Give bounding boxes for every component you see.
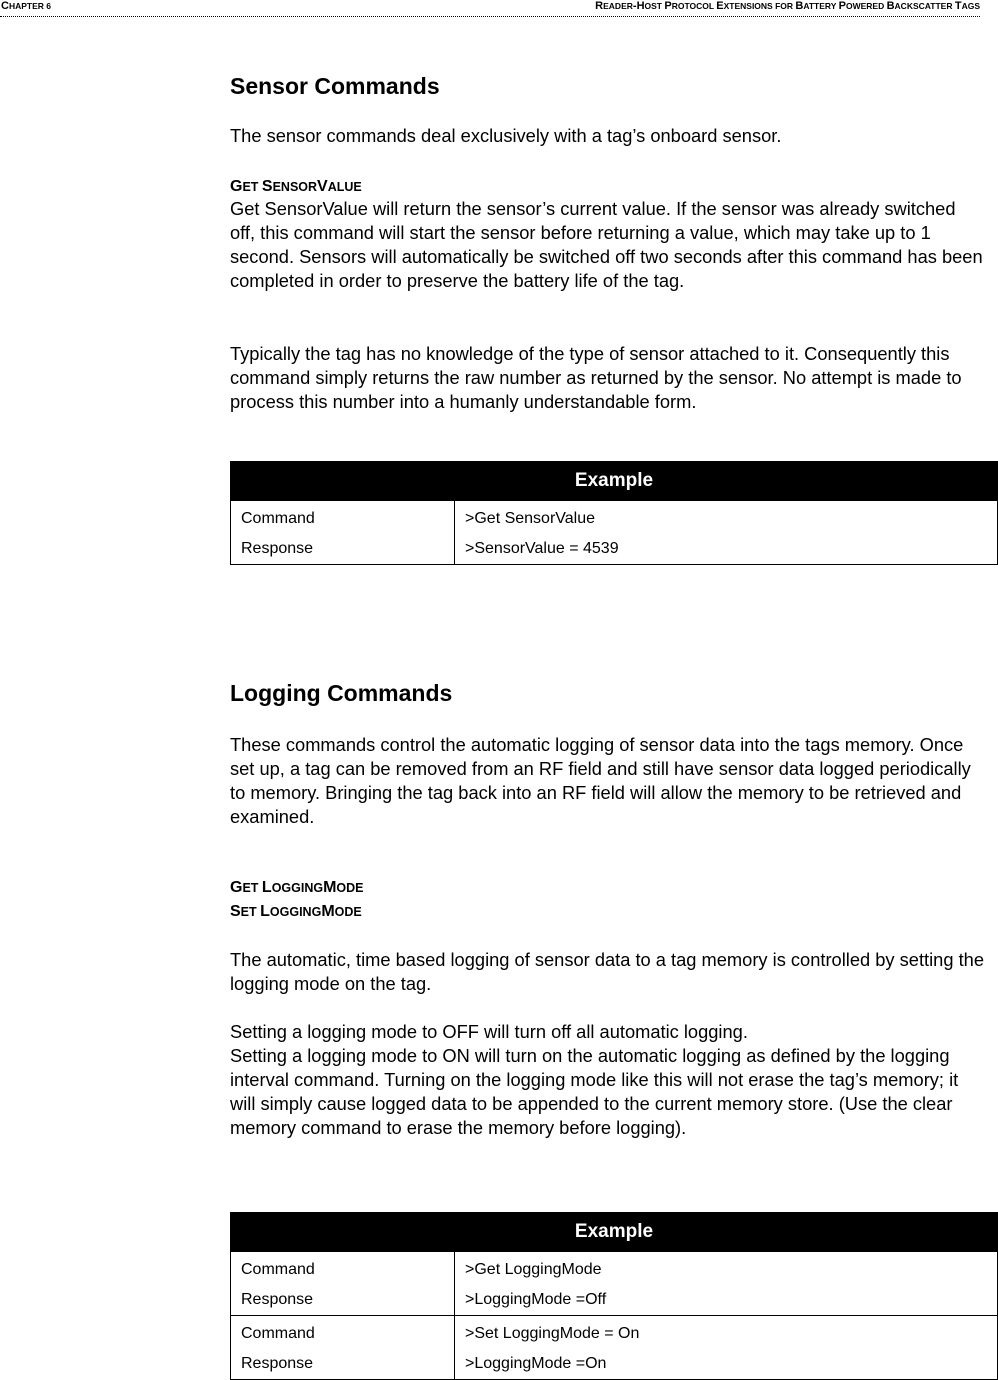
- response-label: Response: [241, 540, 314, 557]
- logging-intro: These commands control the automatic logging of sensor data into the tags memory. Once set up, a tag can be removed from an RF field and still have sensor data logged periodically to memory. Bringing the tag back into an RF field will allow the memory to be retrieved and examined.: [230, 734, 971, 827]
- command-value: >Get LoggingMode: [465, 1261, 602, 1278]
- logging-example-table: [230, 1212, 998, 1380]
- response-value: >LoggingMode =Off: [465, 1291, 607, 1308]
- command-value: >Set LoggingMode = On: [465, 1325, 640, 1342]
- sensor-section-title: Sensor Commands: [230, 73, 440, 99]
- chapter-title: READER-HOST PROTOCOL EXTENSIONS FOR BATTERY POWERED BACKSCATTER TAGS: [595, 0, 980, 12]
- logging-off-description: Setting a logging mode to OFF will turn off all automatic logging.: [230, 1021, 748, 1042]
- table-row: [231, 501, 998, 565]
- chapter-label: CHAPTER 6: [1, 0, 51, 12]
- logging-on-description: Setting a logging mode to ON will turn on the automatic logging as defined by the logging interval command. Turning on the logging mode like this will not erase the tag’s memory; it will simply cause logged data to be appended to the current memory store. (Use the clear memory command to erase the memory before logging).: [230, 1045, 959, 1138]
- get-sensorvalue-heading: GET SENSORVALUE: [230, 178, 362, 195]
- sensor-description: Get SensorValue will return the sensor’s current value. If the sensor was already switched off, this command will start the sensor before returning a value, which may take up to 1 second. Sensors will automatically be switched off two seconds after this command has been completed in order to preserve the battery life of the tag.: [230, 198, 983, 291]
- example-header: Example: [231, 462, 998, 501]
- command-label: Command: [241, 510, 315, 527]
- table-row: [231, 1252, 998, 1316]
- response-label: Response: [241, 1355, 314, 1372]
- sensor-intro: The sensor commands deal exclusively with a tag’s onboard sensor.: [230, 125, 782, 146]
- response-value: >LoggingMode =On: [465, 1355, 607, 1372]
- running-header: [0, 0, 980, 17]
- table-row: [231, 1316, 998, 1380]
- response-value: >SensorValue = 4539: [465, 540, 619, 557]
- set-loggingmode-heading: SET LOGGINGMODE: [230, 903, 362, 920]
- sensor-raw-value-note: Typically the tag has no knowledge of the type of sensor attached to it. Consequently this command simply returns the raw number as returned by the sensor. No attempt is made to process this number into a humanly understandable form.: [230, 343, 962, 412]
- command-label: Command: [241, 1261, 315, 1278]
- logging-section-title: Logging Commands: [230, 680, 453, 706]
- sensor-example-table: [230, 461, 998, 565]
- command-label: Command: [241, 1325, 315, 1342]
- command-value: >Get SensorValue: [465, 510, 596, 527]
- response-label: Response: [241, 1291, 314, 1308]
- example-header: Example: [231, 1213, 998, 1252]
- get-loggingmode-heading: GET LOGGINGMODE: [230, 879, 364, 896]
- logging-mode-description: The automatic, time based logging of sensor data to a tag memory is controlled by setting the logging mode on the tag.: [230, 949, 985, 994]
